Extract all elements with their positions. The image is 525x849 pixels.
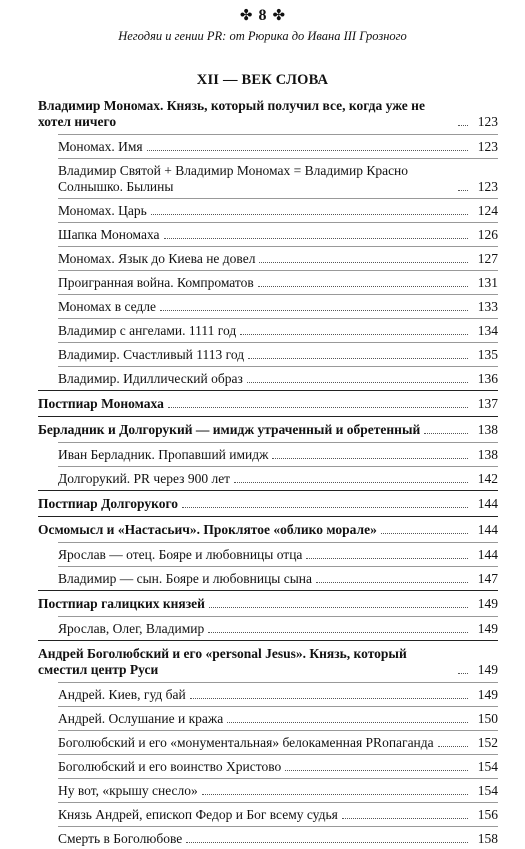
entry-divider xyxy=(58,158,498,159)
toc-subentry[interactable] xyxy=(38,468,498,489)
entry-divider xyxy=(58,342,498,343)
toc-chapter-entry[interactable] xyxy=(38,492,498,515)
toc-page-number: 126 xyxy=(477,227,498,242)
toc-page-number: 142 xyxy=(477,471,498,486)
entry-divider xyxy=(58,466,498,467)
dot-leader xyxy=(190,698,468,699)
toc-subentry[interactable] xyxy=(38,780,498,801)
toc-entry-row xyxy=(58,275,498,291)
toc-subentry[interactable] xyxy=(38,296,498,317)
toc-page-number: 124 xyxy=(477,203,498,218)
toc-entry-title: Мономах. Имя xyxy=(58,139,143,154)
entry-divider xyxy=(58,730,498,731)
toc-entry-row xyxy=(58,831,498,847)
toc-page-number: 144 xyxy=(477,522,498,537)
toc-entry-title: Постпиар галицких князей xyxy=(38,596,205,611)
dot-leader xyxy=(202,794,468,795)
toc-chapter-entry[interactable] xyxy=(38,392,498,415)
toc-entry-title: Постпиар Мономаха xyxy=(38,396,164,411)
dot-leader xyxy=(240,334,468,335)
entry-divider xyxy=(58,542,498,543)
entry-divider xyxy=(58,706,498,707)
toc-subentry[interactable] xyxy=(38,224,498,245)
dot-leader xyxy=(285,770,468,771)
entry-divider xyxy=(58,682,498,683)
section-divider xyxy=(38,490,498,491)
dot-leader xyxy=(458,190,468,191)
toc-entry-title: Владимир Мономах. Князь, который получил все, когда уже не хотел ничего xyxy=(38,98,425,129)
toc-entry-row xyxy=(38,98,498,130)
section-divider xyxy=(38,516,498,517)
entry-divider xyxy=(58,222,498,223)
dot-leader xyxy=(424,433,468,434)
toc-page-number: 135 xyxy=(477,347,498,362)
toc-entry-row xyxy=(38,422,498,438)
toc-entry-row xyxy=(58,251,498,267)
toc-entry-row xyxy=(38,496,498,512)
toc-entry-title: Ну вот, «крышу снесло» xyxy=(58,783,198,798)
dot-leader xyxy=(458,673,468,674)
dot-leader xyxy=(272,458,468,459)
section-title: XII — ВЕК СЛОВА xyxy=(196,72,329,88)
section-divider xyxy=(38,416,498,417)
toc-subentry[interactable] xyxy=(38,444,498,465)
page-number: 8 xyxy=(258,7,267,24)
toc-entry-title: Долгорукий. PR через 900 лет xyxy=(58,471,231,486)
toc-entry-row xyxy=(58,299,498,315)
toc-page-number: 123 xyxy=(477,139,498,154)
toc-entry-row xyxy=(58,227,498,243)
entry-divider xyxy=(58,318,498,319)
entry-divider xyxy=(58,442,498,443)
dot-leader xyxy=(438,746,468,747)
toc-page-number: 156 xyxy=(477,807,498,822)
toc-page-number: 152 xyxy=(477,735,498,750)
toc-chapter-entry[interactable] xyxy=(38,418,498,441)
toc-entry-row xyxy=(58,783,498,799)
toc-chapter-entry[interactable] xyxy=(38,642,498,681)
table-of-contents xyxy=(38,94,498,849)
dot-leader xyxy=(458,125,468,126)
toc-page-number: 147 xyxy=(477,571,498,586)
toc-page-number: 136 xyxy=(477,371,498,386)
dot-leader xyxy=(186,842,468,843)
toc-subentry[interactable] xyxy=(38,272,498,293)
toc-entry-title: Постпиар Долгорукого xyxy=(38,496,179,511)
toc-page-number: 149 xyxy=(477,662,498,677)
toc-entry-title: Шапка Мономаха xyxy=(58,227,160,242)
toc-page-number: 137 xyxy=(477,396,498,411)
dot-leader xyxy=(248,358,468,359)
entry-divider xyxy=(58,778,498,779)
toc-entry-row xyxy=(58,735,498,751)
toc-page-number: 127 xyxy=(477,251,498,266)
toc-page-number: 154 xyxy=(477,783,498,798)
toc-entry-title: Боголюбский и его «монументальная» белокаменная PRопаганда xyxy=(58,735,434,750)
toc-entry-row xyxy=(58,447,498,463)
toc-page-number: 138 xyxy=(477,422,498,437)
dot-leader xyxy=(182,507,468,508)
toc-page-number: 158 xyxy=(477,831,498,846)
toc-entry-row xyxy=(58,323,498,339)
toc-page-number: 144 xyxy=(477,547,498,562)
entry-divider xyxy=(58,246,498,247)
toc-entry-row xyxy=(58,163,498,195)
dot-leader xyxy=(342,818,468,819)
toc-entry-row xyxy=(58,347,498,363)
toc-entry-row xyxy=(38,646,498,678)
toc-entry-row xyxy=(58,571,498,587)
toc-entry-title: Андрей. Ослушание и кража xyxy=(58,711,224,726)
toc-entry-title: Проигранная война. Компроматов xyxy=(58,275,254,290)
toc-page-number: 134 xyxy=(477,323,498,338)
dot-leader xyxy=(258,286,468,287)
toc-entry-title: Андрей Боголюбский и его «personal Jesus». Князь, который сместил центр Руси xyxy=(38,646,407,677)
toc-subentry[interactable] xyxy=(38,544,498,565)
entry-divider xyxy=(58,616,498,617)
toc-entry-title: Владимир — сын. Бояре и любовницы сына xyxy=(58,571,313,586)
toc-entry-title: Смерть в Боголюбове xyxy=(58,831,183,846)
toc-entry-row xyxy=(58,471,498,487)
toc-page-number: 149 xyxy=(477,596,498,611)
toc-page-number: 131 xyxy=(477,275,498,290)
book-subtitle: Негодяи и гении PR: от Рюрика до Ивана III Грозного xyxy=(118,29,407,43)
dot-leader xyxy=(164,238,468,239)
dot-leader xyxy=(209,607,468,608)
dot-leader xyxy=(208,632,468,633)
toc-page-number: 144 xyxy=(477,496,498,511)
section-divider xyxy=(38,640,498,641)
toc-subentry[interactable] xyxy=(38,160,498,197)
dot-leader xyxy=(316,582,468,583)
toc-subentry[interactable] xyxy=(38,136,498,157)
dot-leader xyxy=(306,558,468,559)
dot-leader xyxy=(168,407,468,408)
toc-page-number: 133 xyxy=(477,299,498,314)
toc-subentry[interactable] xyxy=(38,708,498,729)
toc-entry-title: Боголюбский и его воинство Христово xyxy=(58,759,282,774)
toc-entry-title: Ярослав, Олег, Владимир xyxy=(58,621,205,636)
toc-subentry[interactable] xyxy=(38,684,498,705)
toc-entry-row xyxy=(58,759,498,775)
toc-entry-title: Мономах в седле xyxy=(58,299,157,314)
toc-subentry[interactable] xyxy=(38,368,498,389)
toc-entry-title: Мономах. Царь xyxy=(58,203,147,218)
toc-entry-row xyxy=(58,139,498,155)
dot-leader xyxy=(259,262,468,263)
toc-subentry[interactable] xyxy=(38,568,498,589)
entry-divider xyxy=(58,134,498,135)
toc-subentry[interactable] xyxy=(38,248,498,269)
toc-entry-row xyxy=(38,596,498,612)
toc-chapter-entry[interactable] xyxy=(38,592,498,615)
toc-page-number: 149 xyxy=(477,687,498,702)
toc-page-number: 123 xyxy=(477,179,498,194)
toc-chapter-entry[interactable] xyxy=(38,94,498,133)
toc-entry-title: Мономах. Язык до Киева не довел xyxy=(58,251,256,266)
toc-subentry[interactable] xyxy=(38,756,498,777)
toc-subentry[interactable] xyxy=(38,804,498,825)
toc-entry-title: Иван Берладник. Пропавший имидж xyxy=(58,447,269,462)
toc-entry-title: Андрей. Киев, гуд бай xyxy=(58,687,186,702)
toc-page-number: 149 xyxy=(477,621,498,636)
running-header xyxy=(0,6,525,44)
toc-entry-title: Князь Андрей, епископ Федор и Бог всему судья xyxy=(58,807,338,822)
toc-page-number: 154 xyxy=(477,759,498,774)
ornament-left-icon: ✤ xyxy=(239,8,253,24)
toc-page-number: 138 xyxy=(477,447,498,462)
entry-divider xyxy=(58,198,498,199)
entry-divider xyxy=(58,294,498,295)
toc-subentry[interactable] xyxy=(38,732,498,753)
dot-leader xyxy=(160,310,468,311)
ornament-right-icon: ✤ xyxy=(272,8,286,24)
dot-leader xyxy=(247,382,468,383)
section-divider xyxy=(38,590,498,591)
toc-subentry[interactable] xyxy=(38,200,498,221)
section-divider xyxy=(38,390,498,391)
entry-divider xyxy=(58,566,498,567)
toc-entry-row xyxy=(58,711,498,727)
entry-divider xyxy=(58,366,498,367)
toc-entry-title: Осмомысл и «Настасьич». Проклятое «облико морале» xyxy=(38,522,377,537)
toc-entry-title: Владимир с ангелами. 1111 год xyxy=(58,323,237,338)
dot-leader xyxy=(234,482,468,483)
toc-entry-row xyxy=(38,522,498,538)
toc-entry-row xyxy=(58,371,498,387)
toc-entry-title: Ярослав — отец. Бояре и любовницы отца xyxy=(58,547,303,562)
toc-entry-row xyxy=(58,807,498,823)
toc-entry-title: Владимир Святой + Владимир Мономах = Владимир Красно Солнышко. Былины xyxy=(58,163,409,194)
toc-entry-title: Берладник и Долгорукий — имидж утраченный и обретенный xyxy=(38,422,421,437)
toc-page-number: 150 xyxy=(477,711,498,726)
dot-leader xyxy=(227,722,468,723)
toc-entry-row xyxy=(58,203,498,219)
dot-leader xyxy=(147,150,468,151)
page-number-line xyxy=(0,6,525,26)
toc-subentry[interactable] xyxy=(38,618,498,639)
toc-subentry[interactable] xyxy=(38,344,498,365)
toc-entry-row xyxy=(58,547,498,563)
toc-entry-title: Владимир. Идиллический образ xyxy=(58,371,243,386)
entry-divider xyxy=(58,754,498,755)
entry-divider xyxy=(58,270,498,271)
toc-subentry[interactable] xyxy=(38,828,498,849)
toc-entry-row xyxy=(38,396,498,412)
toc-subentry[interactable] xyxy=(38,320,498,341)
toc-entry-row xyxy=(58,621,498,637)
dot-leader xyxy=(151,214,468,215)
toc-entry-title: Владимир. Счастливый 1113 год xyxy=(58,347,245,362)
entry-divider xyxy=(58,826,498,827)
toc-page-number: 123 xyxy=(477,114,498,129)
toc-chapter-entry[interactable] xyxy=(38,518,498,541)
entry-divider xyxy=(58,802,498,803)
dot-leader xyxy=(381,533,468,534)
toc-entry-row xyxy=(58,687,498,703)
